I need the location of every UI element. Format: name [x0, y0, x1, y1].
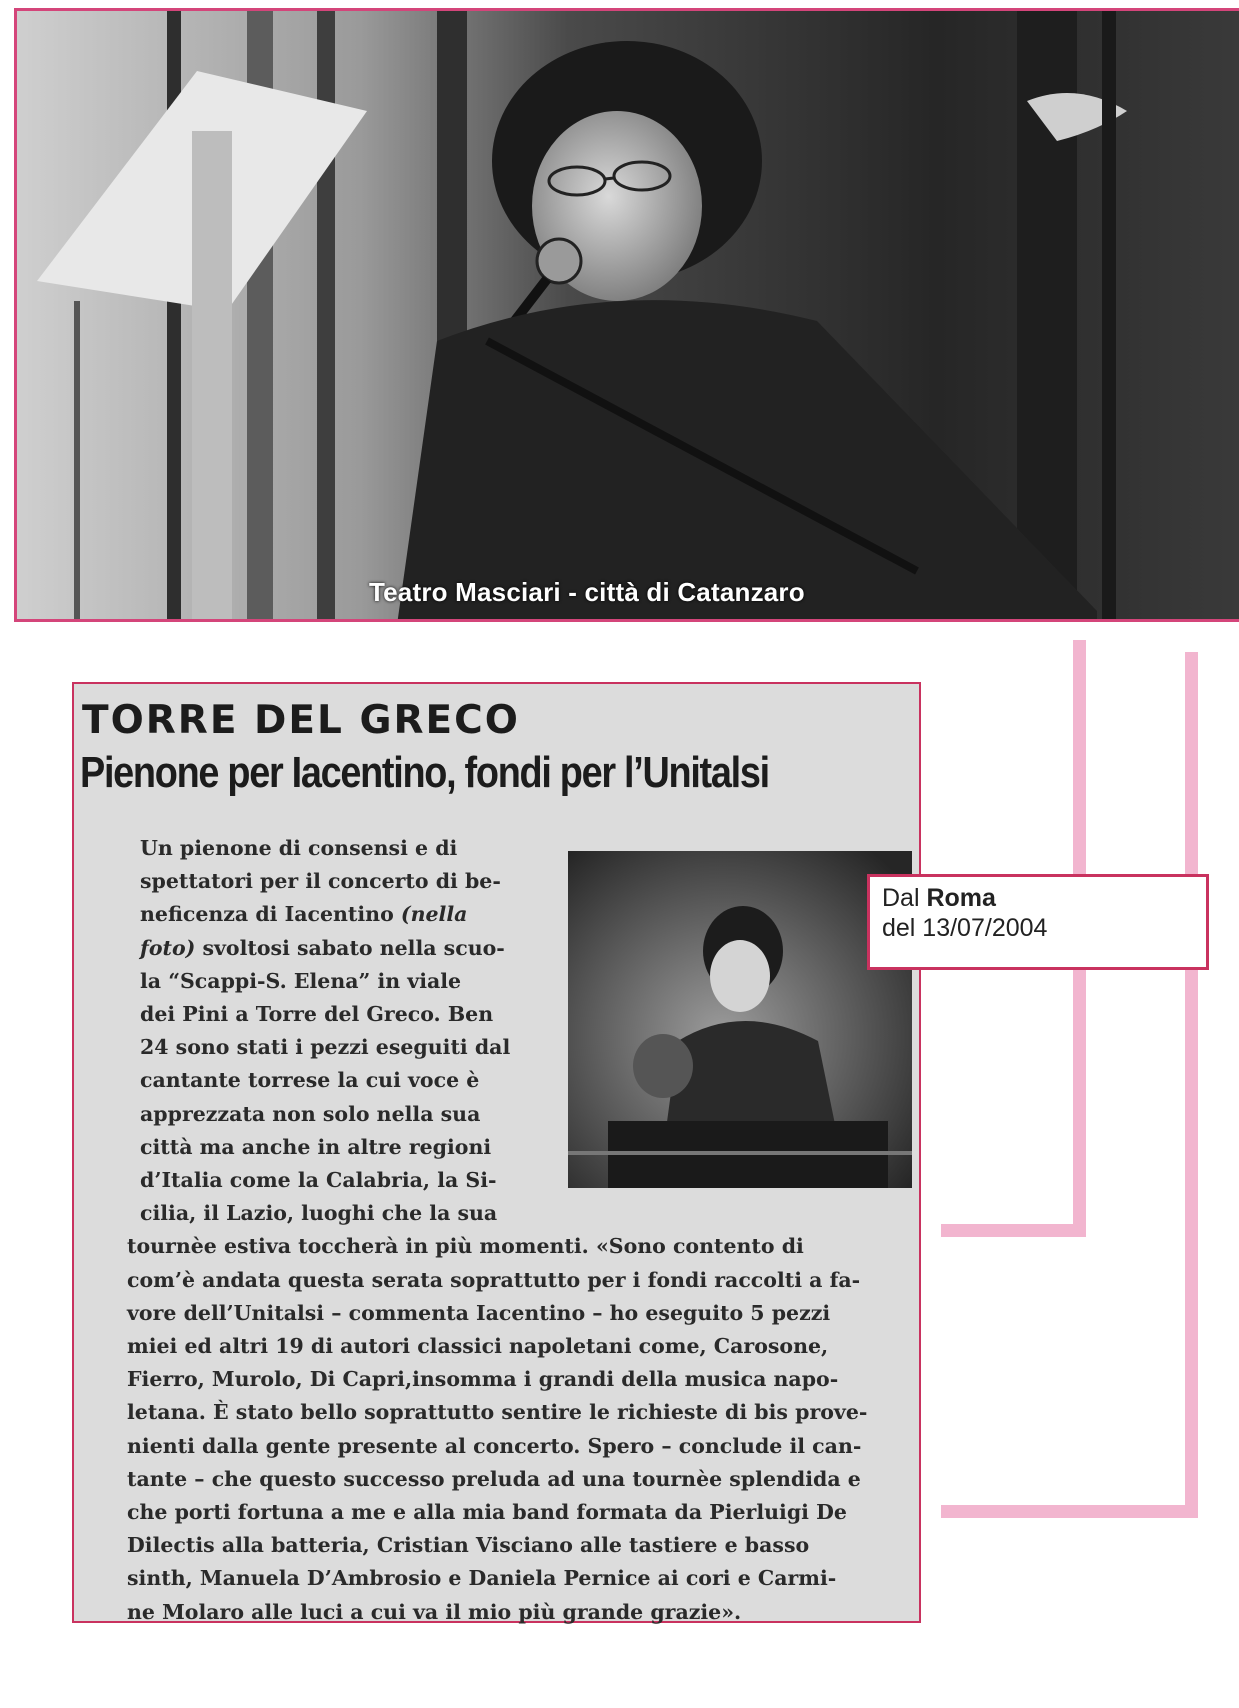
body-line-22: Dilectis alla batteria, Cristian Visciano alle tastiere e basso [127, 1533, 810, 1558]
body-line-23: sinth, Manuela D’Ambrosio e Daniela Pernice ai cori e Carmi- [127, 1566, 837, 1591]
pink-bracket-inner-horizontal [941, 1224, 1086, 1237]
body-line-4-text: svoltosi sabato nella scuo- [195, 935, 505, 960]
body-line-1: Un pienone di consensi e di [140, 836, 458, 860]
body-line-17: Fierro, Murolo, Di Capri,insomma i grandi della musica napo- [127, 1367, 839, 1392]
newspaper-clipping [72, 682, 921, 1623]
concert-photo-image [17, 11, 1239, 622]
article-headline: Pienone per Iacentino, fondi per l’Unitalsi [80, 748, 769, 797]
body-line-3-italic: (nella [400, 902, 468, 927]
body-line-4-italic: foto) [140, 935, 196, 960]
body-line-19: nienti dalla gente presente al concerto. Spero – conclude il can- [127, 1433, 862, 1458]
pink-bracket-outer-vertical [1185, 652, 1198, 1518]
body-line-3 [140, 898, 915, 931]
body-line-6: dei Pini a Torre del Greco. Ben [140, 1002, 494, 1027]
body-line-10: città ma anche in altre regioni [140, 1134, 492, 1159]
source-box [867, 874, 1209, 970]
photo-caption: Teatro Masciari - città di Catanzaro [369, 577, 805, 607]
body-line-20: tante – che questo successo preluda ad una tournèe splendida e [127, 1466, 861, 1491]
body-line-8: cantante torrese la cui voce è [140, 1068, 480, 1093]
body-line-21: che porti fortuna a me e alla mia band formata da Pierluigi De [127, 1500, 847, 1525]
source-publication: Roma [926, 884, 996, 912]
body-line-14: com’è andata questa serata soprattutto per i fondi raccolti a fa- [127, 1267, 861, 1292]
article-kicker: TORRE DEL GRECO [82, 698, 520, 743]
body-line-18: letana. È stato bello soprattutto sentire le richieste di bis prove- [127, 1400, 868, 1425]
body-line-3-text: neficenza di Iacentino [140, 902, 394, 927]
article-body [127, 832, 915, 1629]
concert-photo [14, 8, 1239, 622]
body-line-2: spettatori per il concerto di be- [140, 869, 501, 894]
source-line-1 [882, 883, 1194, 913]
body-line-15: vore dell’Unitalsi – commenta Iacentino – ho eseguito 5 pezzi [127, 1300, 831, 1325]
pink-bracket-outer-horizontal [941, 1505, 1198, 1518]
body-line-7: 24 sono stati i pezzi eseguiti dal [140, 1035, 511, 1060]
body-line-11: d’Italia come la Calabria, la Si- [140, 1168, 497, 1193]
body-line-13: tournèe estiva toccherà in più momenti. «Sono contento di [127, 1234, 804, 1259]
body-line-9: apprezzata non solo nella sua [140, 1101, 481, 1126]
source-prefix: Dal [882, 884, 920, 912]
source-date: del 13/07/2004 [882, 914, 1048, 942]
body-line-5: la “Scappi-S. Elena” in viale [140, 968, 462, 993]
body-line-16: miei ed altri 19 di autori classici napoletani come, Carosone, [127, 1334, 829, 1359]
body-line-12: cilia, il Lazio, luoghi che la sua [140, 1201, 498, 1226]
body-line-4 [140, 932, 915, 965]
body-line-24: ne Molaro alle luci a cui va il mio più grande grazie». [127, 1599, 742, 1624]
